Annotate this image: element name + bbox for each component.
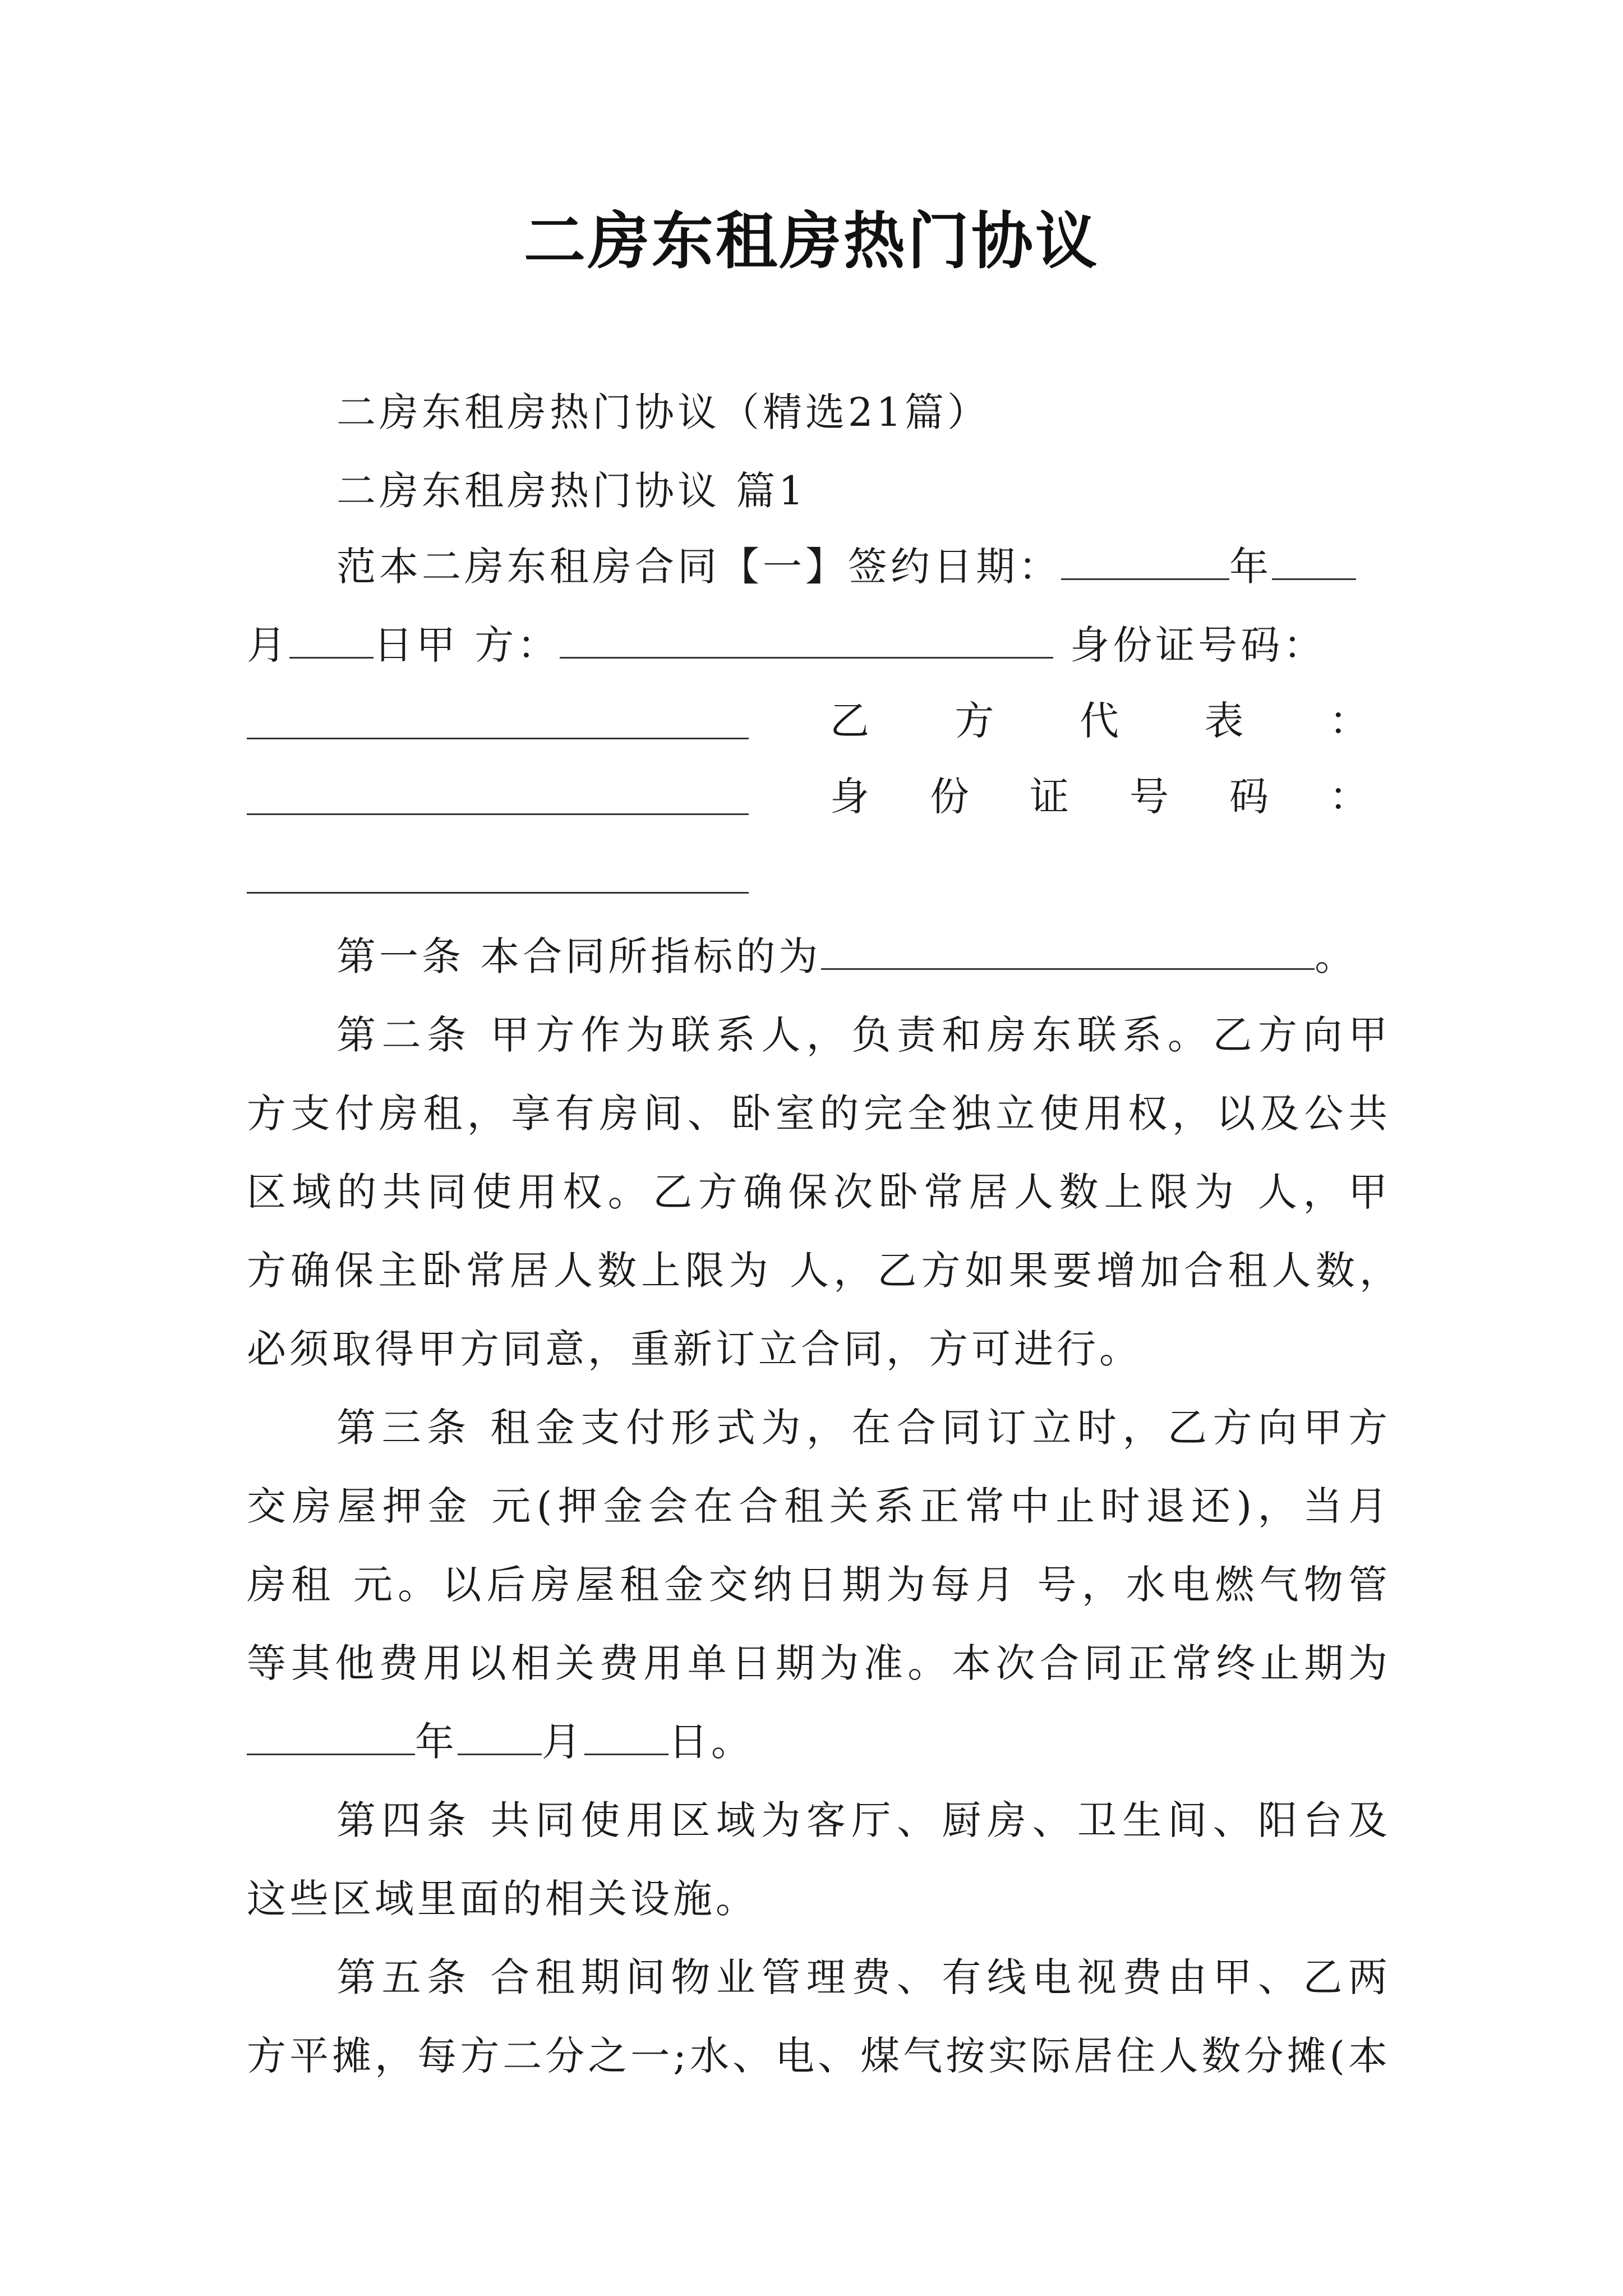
subject-blank [821,929,1315,970]
clause-5-line: 方平摊，每方二分之一;水、电、煤气按实际居住人数分摊(本 [247,2033,1391,2079]
party-a-line [247,617,1391,673]
char: 方 [955,698,994,744]
signing-date-prefix: 范本二房东租房合同【一】签约日期： [336,544,1061,590]
termination-date-line [247,1714,1391,1770]
char: ： [1329,774,1368,820]
clause-3-line: 交房屋押金 元(押金会在合租关系正常中止时退还)，当月 [247,1483,1391,1529]
char: 身 [830,774,869,820]
clause-4-line: 这些区域里面的相关设施。 [247,1876,758,1922]
term-year-label: 年 [415,1719,458,1765]
month-label: 月 [247,622,289,668]
clause-5-line: 第五条 合租期间物业管理费、有线电视费由甲、乙两 [336,1954,1391,2000]
clause-2-line: 第二条 甲方作为联系人，负责和房东联系。乙方向甲 [336,1012,1391,1058]
clause-2-line: 方确保主卧常居人数上限为 人，乙方如果要增加合租人数， [247,1248,1402,1294]
clause-2-line: 区域的共同使用权。乙方确保次卧常居人数上限为 人，甲 [247,1169,1391,1215]
term-month-blank [458,1714,542,1755]
clause-1-text: 第一条 本合同所指标的为 [336,933,822,979]
party-a-id-label: 身份证号码： [1070,622,1326,668]
clause-1-end: 。 [1315,933,1358,979]
clause-3-line: 第三条 租金支付形式为，在合同订立时，乙方向甲方 [336,1405,1391,1451]
day-blank [289,618,374,659]
document-subtitle: 二房东租房热门协议（精选21篇） [336,389,990,435]
char: 证 [1030,774,1069,820]
day-party-a-label: 日甲 方： [374,622,560,668]
party-a-blank [560,618,1053,659]
year-blank [1061,539,1229,580]
char: 号 [1129,774,1169,820]
document-title: 二房东租房热门协议 [524,205,1099,277]
party-b-rep-label [830,693,1368,749]
party-b-id-label [830,769,1368,825]
term-month-label: 月 [542,1719,584,1765]
char: 份 [930,774,969,820]
clause-2-line: 方支付房租，享有房间、卧室的完全独立使用权，以及公共 [247,1091,1391,1137]
char: 码 [1229,774,1269,820]
char: 表 [1204,698,1244,744]
party-b-rep-blank [247,813,749,815]
year-label: 年 [1229,544,1272,590]
clause-3-line: 房租 元。以后房屋租金交纳日期为每月 号，水电燃气物管 [247,1562,1391,1608]
char: 代 [1080,698,1119,744]
term-year-blank [247,1714,415,1755]
party-b-id-blank [247,892,749,894]
clause-4-line: 第四条 共同使用区域为客厅、厨房、卫生间、阳台及 [336,1797,1391,1843]
clause-3-line: 等其他费用以相关费用单日期为准。本次合同正常终止期为 [247,1640,1391,1686]
char: ： [1329,698,1368,744]
char: 乙 [830,698,869,744]
section-heading: 二房东租房热门协议 篇1 [336,468,807,514]
clause-2-line: 必须取得甲方同意，重新订立合同，方可进行。 [247,1326,1142,1372]
signing-date-line [336,539,1391,595]
clause-1 [336,928,1402,984]
term-day-label: 日。 [668,1719,754,1765]
party-a-id-blank [247,738,749,739]
month-blank [1272,539,1356,580]
term-day-blank [584,1714,668,1755]
